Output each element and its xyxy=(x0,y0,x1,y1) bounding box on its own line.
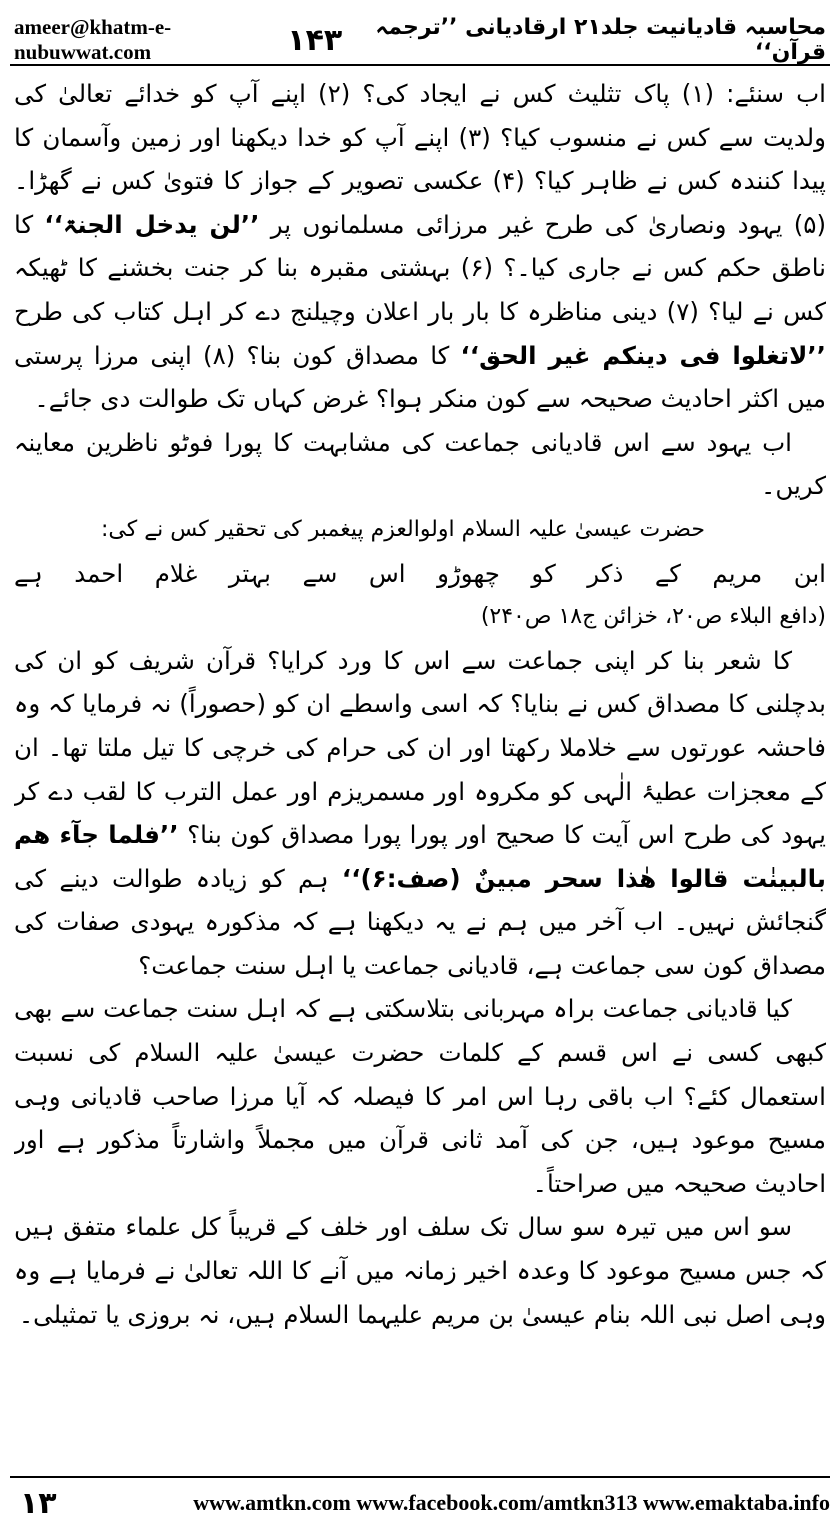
header-rule xyxy=(10,64,830,66)
page-header xyxy=(14,15,826,65)
poetry-verse: ابن مریم کے ذکر کو چھوڑو اس سے بہتر غلام احمد ہے xyxy=(14,558,826,588)
page-footer xyxy=(10,1478,830,1528)
footer-websites[interactable]: www.amtkn.com www.facebook.com/amtkn313 www.emaktaba.info xyxy=(193,1490,830,1515)
paragraph-1: اب سنئے: (۱) پاک تثلیث کس نے ایجاد کی؟ (۲) اپنے آپ کو خدائے تعالیٰ کی ولدیت سے کس نے منسوب کیا؟ (۳) اپنے آپ کو خدا دیکھنا اور زمین وآسمان کا پیدا کنندہ کس نے ظاہر کیا؟ (۴) عکسی تصویر کے جواز کا فتویٰ کس نے گھڑا۔ (۵) یہود ونصاریٰ کی طرح غیر مرزائی مسلمانوں پر ’’لن یدخل الجنۃ‘‘ کا ناطق حکم کس نے جاری کیا۔؟ (۶) بہشتی مقبرہ بنا کر جنت بخشنے کا ٹھیکہ کس نے لیا؟ (۷) دینی مناظرہ کا بار بار اعلان وچیلنج دے کر اہل کتاب کی طرح ’’لاتغلوا فی دینکم غیر الحق‘‘ کا مصداق کون بنا؟ (۸) اپنی مرزا پرستی میں اکثر احادیث صحیحہ سے کون منکر ہوا؟ غرض کہاں تک طوالت دی جائے۔ xyxy=(14,79,826,414)
header-page-number: ۱۴۳ xyxy=(287,22,343,58)
arabic-quote-3: ’’فلما جآء ھم بالبینٰت قالوا ھٰذا سحر مبینٌ (صف:۶)‘‘ xyxy=(14,820,826,893)
page-body xyxy=(14,72,826,1466)
header-email: ameer@khatm-e-nubuwwat.com xyxy=(14,15,172,64)
arabic-quote-1: ’’لن یدخل الجنۃ‘‘ xyxy=(44,209,260,239)
paragraph-3: حضرت عیسیٰ علیہ السلام اولوالعزم پیغمبر کی تحقیر کس نے کی: xyxy=(101,516,705,542)
header-book-title: محاسبہ قادیانیت جلد۲۱ ارقادیانی ’’ترجمہ قرآن‘‘ xyxy=(375,15,826,65)
footer-page-number: ۱۳ xyxy=(20,1485,57,1521)
paragraph-6: سو اس میں تیرہ سو سال تک سلف اور خلف کے قریباً کل علماء متفق ہیں کہ جس مسیح موعود کا وعدہ اخیر زمانہ میں آنے کا اللہ تعالیٰ نے فرمایا ہے وہ وہی اصل نبی اللہ بنام عیسیٰ بن مریم علیہما السلام ہیں، نہ بروزی یا تمثیلی۔ xyxy=(14,1212,826,1329)
paragraph-5: کیا قادیانی جماعت براہ مہربانی بتلاسکتی ہے کہ اہل سنت جماعت سے بھی کبھی کسی نے اس قسم کے کلمات حضرت عیسیٰ علیہ السلام کی نسبت استعمال کئے؟ اب باقی رہا اس امر کا فیصلہ کہ آیا مرزا صاحب قادیانی وہی مسیح موعود ہیں، جن کی آمد ثانی قرآن میں مجملاً واشارتاً مذکور ہے اور احادیث صحیحہ میں صراحتاً۔ xyxy=(14,994,826,1198)
citation-reference: (دافع البلاء ص۲۰، خزائن ج۱۸ ص۲۴۰) xyxy=(480,604,826,630)
arabic-quote-2: ’’لاتغلوا فی دینکم غیر الحق‘‘ xyxy=(460,340,826,370)
paragraph-2: اب یہود سے اس قادیانی جماعت کی مشابہت کا پورا فوٹو ناظرین معاینہ کریں۔ xyxy=(14,427,826,501)
paragraph-4: کا شعر بنا کر اپنی جماعت سے اس کا ورد کرایا؟ قرآن شریف کو ان کی بدچلنی کا مصداق کس نے بنایا؟ کہ اسی واسطے ان کو (حصوراً) نہ فرمایا کہ وہ فاحشہ عورتوں سے خلاملا رکھتا اور ان کی حرام کی خرچی کا تیل ملتا تھا۔ ان کے معجزات عطیۂ الٰہی کو مکروہ اور مسمریزم اور عمل الترب کا لقب دے کر یہود کی طرح اس آیت کا صحیح اور پورا پورا مصداق کون بنا؟ ’’فلما جآء ھم بالبینٰت قالوا ھٰذا سحر مبینٌ (صف:۶)‘‘ ہم کو زیادہ طوالت دینے کی گنجائش نہیں۔ اب آخر میں ہم نے یہ دیکھنا ہے کہ مذکورہ یہودی صفات کی مصداق کون سی جماعت ہے، قادیانی جماعت یا اہل سنت جماعت؟ xyxy=(14,645,826,980)
